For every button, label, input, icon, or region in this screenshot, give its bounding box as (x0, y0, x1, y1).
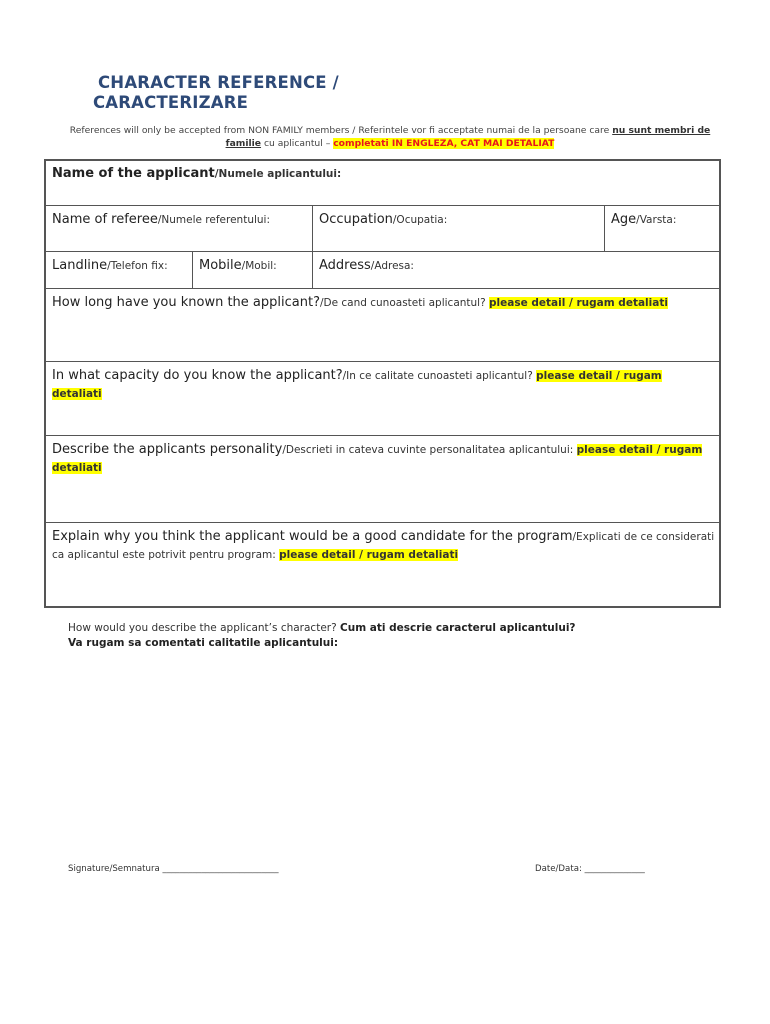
intro-text-a: References will only be accepted from NON FAMILY members / Referintele vor fi acceptate numai de la persoane care (69, 125, 613, 136)
occupation-label-ro: /Ocupatia: (392, 214, 448, 226)
referee-name-field[interactable] (46, 206, 313, 252)
address-field[interactable] (313, 252, 719, 289)
candidate-reason-field[interactable] (46, 523, 719, 606)
capacity-label-ro: /In ce calitate cunoasteti aplicantul? (342, 370, 537, 382)
mobile-label-ro: /Mobil: (241, 260, 277, 272)
landline-label-ro: /Telefon fix: (107, 260, 168, 272)
applicant-name-field[interactable] (46, 161, 719, 206)
intro-note (60, 124, 720, 150)
character-question (68, 621, 728, 651)
date-line[interactable]: Date/Data: ______________ (535, 864, 645, 874)
applicant-label-en: Name of the applicant (52, 166, 215, 181)
known-duration-label-ro: /De cand cunoasteti aplicantul? (319, 297, 490, 309)
title-line-1: CHARACTER REFERENCE / (98, 73, 339, 92)
personality-field[interactable] (46, 436, 719, 523)
character-question-en: How would you describe the applicant’s character? (68, 622, 341, 634)
landline-label-en: Landline (52, 258, 108, 273)
known-duration-highlight: please detail / rugam detaliati (489, 297, 668, 309)
intro-highlight: completati IN ENGLEZA, CAT MAI DETALIAT (333, 138, 555, 149)
intro-underlined: nu sunt membri de familie (225, 125, 711, 149)
candidate-label-ro: /Explicati de ce considerati ca aplicantul este potrivit pentru program: (52, 531, 715, 561)
personality-highlight: please detail / rugam detaliati (52, 444, 703, 474)
capacity-highlight: please detail / rugam detaliati (52, 370, 662, 400)
character-question-ro-2: Va rugam sa comentati calitatile aplicantului: (68, 637, 339, 649)
personality-label-en: Describe the applicants personality (52, 442, 283, 457)
personality-label-ro: /Descrieti in cateva cuvinte personalitatea aplicantului: (282, 444, 577, 456)
candidate-label-en: Explain why you think the applicant would be a good candidate for the program (52, 529, 573, 544)
age-field[interactable] (605, 206, 719, 252)
candidate-highlight: please detail / rugam detaliati (279, 549, 459, 561)
reference-form (44, 159, 721, 608)
character-question-ro-1: Cum ati descrie caracterul aplicantului? (340, 622, 576, 634)
known-duration-label-en: How long have you known the applicant? (52, 295, 320, 310)
landline-field[interactable] (46, 252, 193, 289)
age-label-en: Age (611, 212, 637, 227)
referee-label-en: Name of referee (52, 212, 158, 227)
applicant-label-ro: /Numele aplicantului: (214, 168, 342, 180)
page-title (93, 73, 493, 113)
capacity-field[interactable] (46, 362, 719, 436)
known-duration-field[interactable] (46, 289, 719, 362)
capacity-label-en: In what capacity do you know the applicant? (52, 368, 343, 383)
signature-line[interactable]: Signature/Semnatura ___________________________ (68, 864, 279, 874)
age-label-ro: /Varsta: (636, 214, 677, 226)
occupation-field[interactable] (313, 206, 605, 252)
occupation-label-en: Occupation (319, 212, 393, 227)
address-label-ro: /Adresa: (370, 260, 414, 272)
title-line-2: CARACTERIZARE (93, 93, 249, 112)
mobile-label-en: Mobile (199, 258, 242, 273)
mobile-field[interactable] (193, 252, 313, 289)
intro-text-b: cu aplicantul – (261, 138, 334, 149)
referee-label-ro: /Numele referentului: (157, 214, 270, 226)
address-label-en: Address (319, 258, 371, 273)
